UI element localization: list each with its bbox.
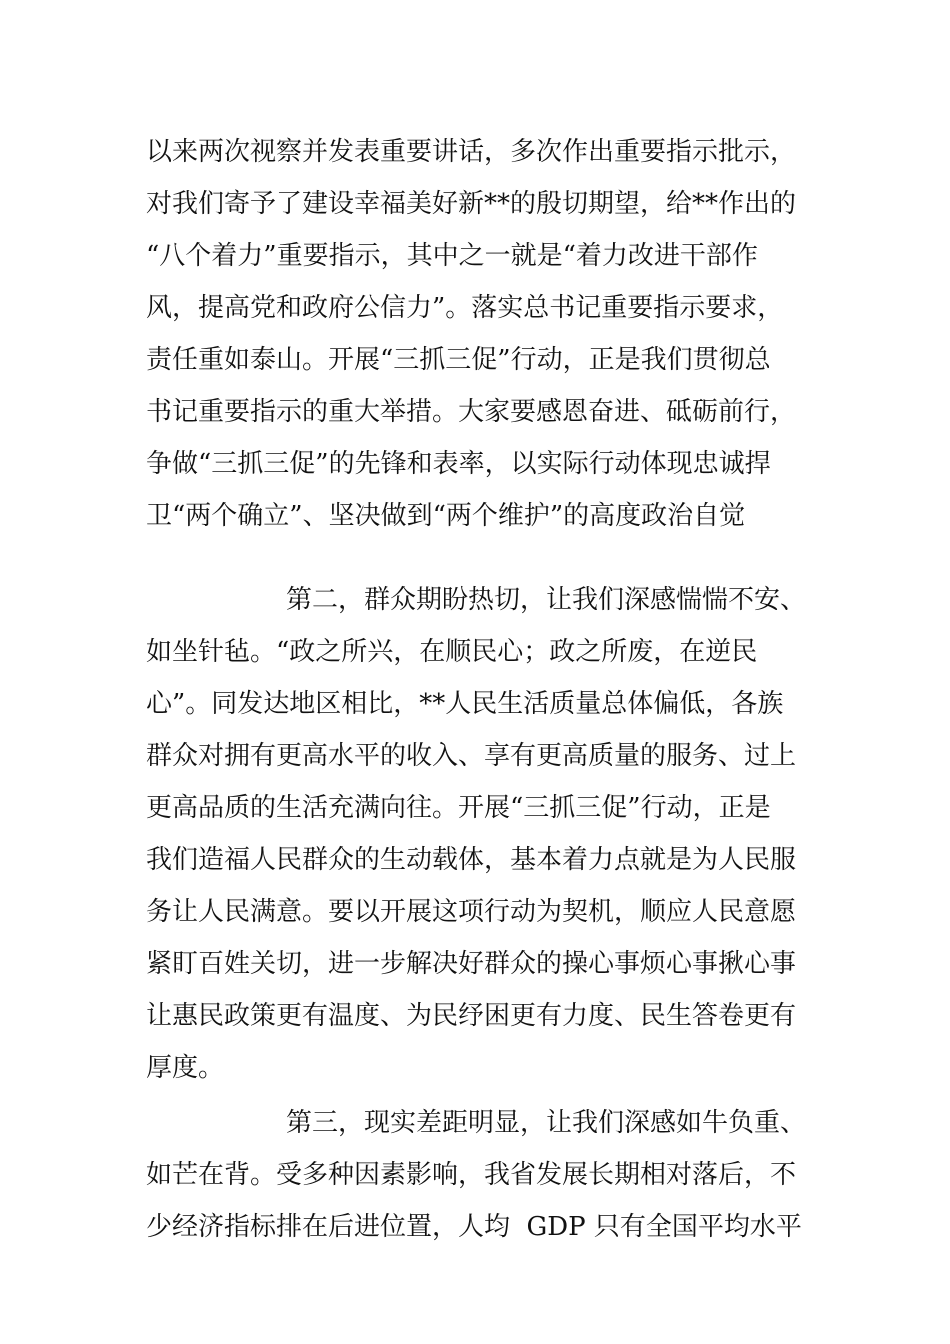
paragraph-line: 群众对拥有更高水平的收入、享有更高质量的服务、过上 bbox=[146, 741, 797, 771]
paragraph-line: 书记重要指示的重大举措。大家要感恩奋进、砥砺前行， bbox=[146, 397, 797, 427]
paragraph-2 bbox=[146, 574, 810, 1094]
paragraph-first-line: 第二，群众期盼热切，让我们深感惴惴不安、 bbox=[286, 585, 807, 615]
paragraph-line: 对我们寄予了建设幸福美好新**的殷切期望，给**作出的 bbox=[146, 189, 797, 219]
paragraph-line: 少经济指标排在后进位置，人均 GDP 只有全国平均水平 bbox=[146, 1212, 802, 1242]
paragraph-1 bbox=[146, 126, 810, 542]
paragraph-line: 心”。同发达地区相比，**人民生活质量总体偏低，各族 bbox=[146, 689, 784, 719]
paragraph-line: 责任重如泰山。开展“三抓三促”行动，正是我们贯彻总 bbox=[146, 345, 771, 375]
paragraph-line: 争做“三抓三促”的先锋和表率，以实际行动体现忠诚捍 bbox=[146, 449, 771, 479]
paragraph-line: 厚度。 bbox=[146, 1053, 225, 1083]
paragraph-first-line: 第三，现实差距明显，让我们深感如牛负重、 bbox=[286, 1108, 807, 1138]
paragraph-line: 更高品质的生活充满向往。开展“三抓三促”行动，正是 bbox=[146, 793, 771, 823]
paragraph-line: 务让人民满意。要以开展这项行动为契机，顺应人民意愿 bbox=[146, 897, 797, 927]
paragraph-line: 如芒在背。受多种因素影响，我省发展长期相对落后，不 bbox=[146, 1160, 797, 1190]
paragraph-line: 卫“两个确立”、坚决做到“两个维护”的高度政治自觉 bbox=[146, 501, 746, 531]
paragraph-line: 风，提高党和政府公信力”。落实总书记重要指示要求， bbox=[146, 293, 784, 323]
paragraph-line: 让惠民政策更有温度、为民纾困更有力度、民生答卷更有 bbox=[146, 1001, 797, 1031]
paragraph-3 bbox=[146, 1097, 810, 1253]
paragraph-line: “八个着力”重要指示，其中之一就是“着力改进干部作 bbox=[146, 241, 758, 271]
paragraph-line: 我们造福人民群众的生动载体，基本着力点就是为人民服 bbox=[146, 845, 797, 875]
paragraph-line: 紧盯百姓关切，进一步解决好群众的操心事烦心事揪心事 bbox=[146, 949, 797, 979]
paragraph-line: 如坐针毡。“政之所兴，在顺民心；政之所废，在逆民 bbox=[146, 637, 758, 667]
paragraph-line: 以来两次视察并发表重要讲话，多次作出重要指示批示， bbox=[146, 137, 797, 167]
